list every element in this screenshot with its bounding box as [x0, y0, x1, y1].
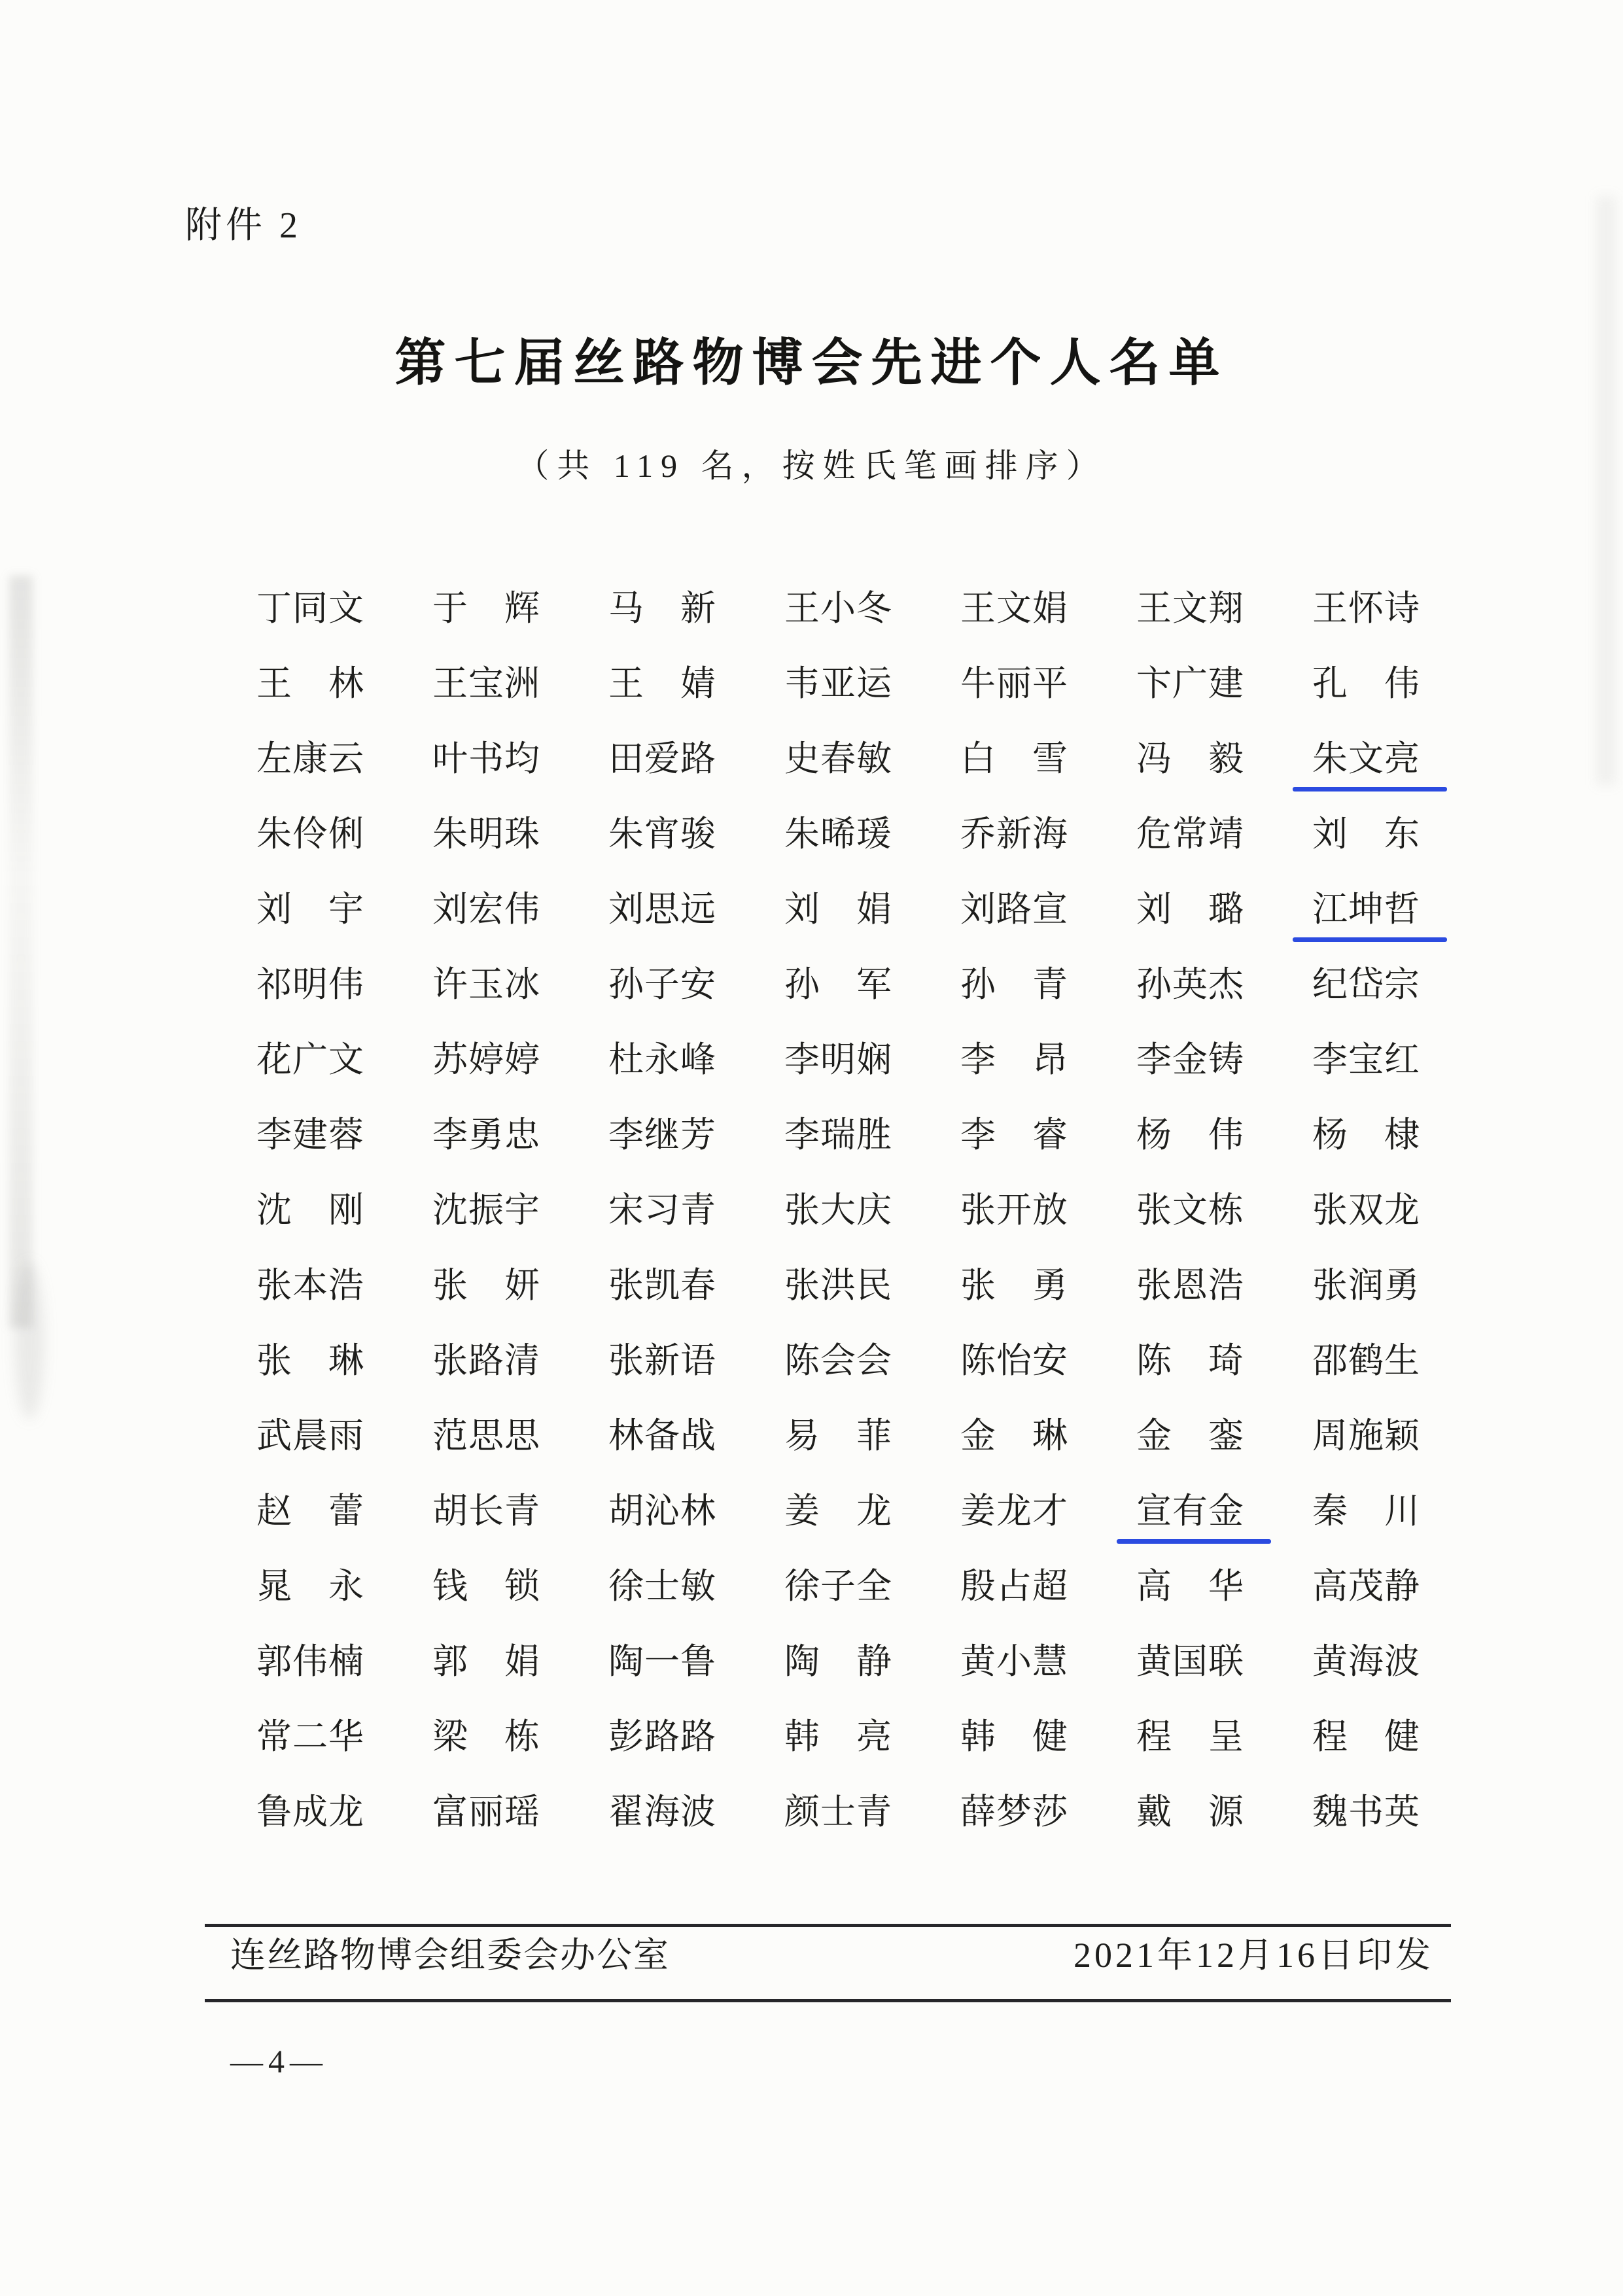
person-name: 姜 龙	[784, 1491, 892, 1531]
person-name: 李 睿	[960, 1115, 1068, 1155]
person-name: 左康云	[256, 739, 364, 778]
person-name: 刘思远	[608, 890, 716, 929]
person-name: 刘 宇	[256, 890, 364, 929]
person-name: 韩 亮	[784, 1717, 892, 1756]
person-name: 李勇忠	[432, 1115, 540, 1155]
person-name: 刘 璐	[1136, 890, 1244, 929]
name-row	[256, 1189, 1420, 1264]
person-name: 张恩浩	[1136, 1266, 1244, 1305]
person-name: 沈 刚	[256, 1191, 364, 1230]
person-name: 张双龙	[1312, 1191, 1420, 1230]
person-name: 王小冬	[784, 589, 892, 628]
person-name: 叶书均	[432, 739, 540, 778]
person-name: 张 琳	[256, 1341, 364, 1380]
person-name: 陶一鲁	[608, 1642, 716, 1681]
person-name: 郭伟楠	[256, 1642, 364, 1681]
person-name: 马 新	[608, 589, 716, 628]
person-name: 张大庆	[784, 1191, 892, 1230]
person-name: 张洪民	[784, 1266, 892, 1305]
person-name: 朱晞瑗	[784, 814, 892, 854]
name-row	[256, 1114, 1420, 1189]
person-name: 黄海波	[1312, 1642, 1420, 1681]
person-name: 鲁成龙	[256, 1792, 364, 1832]
person-name: 梁 栋	[432, 1717, 540, 1756]
person-name: 张本浩	[256, 1266, 364, 1305]
person-name: 卞广建	[1136, 664, 1244, 703]
person-name: 易 菲	[784, 1416, 892, 1455]
person-name: 杨 伟	[1136, 1115, 1244, 1155]
name-row	[256, 587, 1420, 663]
person-name: 王 婧	[608, 664, 716, 703]
footer-bottom-rule	[205, 1999, 1451, 2002]
person-name: 周施颖	[1312, 1416, 1420, 1455]
person-name: 孙英杰	[1136, 965, 1244, 1004]
person-name: 张文栋	[1136, 1191, 1244, 1230]
person-name: 沈振宇	[432, 1191, 540, 1230]
person-name: 祁明伟	[256, 965, 364, 1004]
person-name: 高 华	[1136, 1567, 1244, 1606]
person-name: 徐子全	[784, 1567, 892, 1606]
footer-issuer: 连丝路物博会组委会办公室	[230, 1936, 670, 1975]
person-name: 郭 娟	[432, 1642, 540, 1681]
person-name: 孙子安	[608, 965, 716, 1004]
person-name-underlined: 朱文亮	[1312, 739, 1420, 778]
footer-top-rule	[205, 1924, 1451, 1927]
person-name: 高茂静	[1312, 1567, 1420, 1606]
person-name: 张开放	[960, 1191, 1068, 1230]
person-name: 王怀诗	[1312, 589, 1420, 628]
person-name: 张新语	[608, 1341, 716, 1380]
person-name: 林备战	[608, 1416, 716, 1455]
person-name: 王宝洲	[432, 664, 540, 703]
footer	[230, 1931, 1434, 1979]
scan-smudge	[9, 576, 33, 1328]
person-name: 韩 健	[960, 1717, 1068, 1756]
footer-print-date: 2021年12月16日印发	[1073, 1936, 1434, 1975]
person-name: 孙 军	[784, 965, 892, 1004]
person-name: 丁同文	[256, 589, 364, 628]
person-name: 危常靖	[1136, 814, 1244, 854]
person-name: 富丽瑶	[432, 1792, 540, 1832]
person-name: 花广文	[256, 1040, 364, 1079]
person-name: 刘 东	[1312, 814, 1420, 854]
person-name: 王文翔	[1136, 589, 1244, 628]
name-row	[256, 1791, 1420, 1866]
person-name: 张路清	[432, 1341, 540, 1380]
person-name: 白 雪	[960, 739, 1068, 778]
person-name: 李明娴	[784, 1040, 892, 1079]
name-row	[256, 1641, 1420, 1716]
person-name: 陈 琦	[1136, 1341, 1244, 1380]
name-row	[256, 1340, 1420, 1415]
person-name: 黄国联	[1136, 1642, 1244, 1681]
person-name: 范思思	[432, 1416, 540, 1455]
name-row	[256, 1716, 1420, 1791]
person-name: 刘 娟	[784, 890, 892, 929]
person-name: 王 林	[256, 664, 364, 703]
person-name: 徐士敏	[608, 1567, 716, 1606]
person-name: 赵 蕾	[256, 1491, 364, 1531]
person-name: 刘宏伟	[432, 890, 540, 929]
person-name: 陈会会	[784, 1341, 892, 1380]
person-name: 李 昂	[960, 1040, 1068, 1079]
person-name: 杨 棣	[1312, 1115, 1420, 1155]
person-name: 苏婷婷	[432, 1040, 540, 1079]
person-name: 李金铸	[1136, 1040, 1244, 1079]
person-name: 朱宵骏	[608, 814, 716, 854]
person-name: 韦亚运	[784, 664, 892, 703]
person-name: 姜龙才	[960, 1491, 1068, 1531]
person-name: 胡沁林	[608, 1491, 716, 1531]
person-name: 于 辉	[432, 589, 540, 628]
person-name: 翟海波	[608, 1792, 716, 1832]
person-name: 晁 永	[256, 1567, 364, 1606]
name-row	[256, 1490, 1420, 1565]
person-name: 孔 伟	[1312, 664, 1420, 703]
person-name: 金 琳	[960, 1416, 1068, 1455]
person-name: 李建蓉	[256, 1115, 364, 1155]
person-name: 纪岱宗	[1312, 965, 1420, 1004]
name-row	[256, 663, 1420, 738]
person-name: 张凯春	[608, 1266, 716, 1305]
name-list-grid	[256, 587, 1420, 1866]
person-name: 张 勇	[960, 1266, 1068, 1305]
person-name: 孙 青	[960, 965, 1068, 1004]
person-name: 程 健	[1312, 1717, 1420, 1756]
name-row	[256, 813, 1420, 888]
person-name: 李瑞胜	[784, 1115, 892, 1155]
person-name: 殷占超	[960, 1567, 1068, 1606]
person-name: 常二华	[256, 1717, 364, 1756]
person-name: 魏书英	[1312, 1792, 1420, 1832]
name-row	[256, 1264, 1420, 1340]
name-row	[256, 1039, 1420, 1114]
person-name: 宋习青	[608, 1191, 716, 1230]
attachment-label: 附件 2	[185, 205, 302, 246]
person-name: 李宝红	[1312, 1040, 1420, 1079]
person-name-underlined: 宣有金	[1136, 1491, 1244, 1531]
name-row	[256, 888, 1420, 964]
person-name: 王文娟	[960, 589, 1068, 628]
person-name: 乔新海	[960, 814, 1068, 854]
person-name: 张润勇	[1312, 1266, 1420, 1305]
scan-smudge	[1596, 196, 1616, 785]
person-name: 钱 锁	[432, 1567, 540, 1606]
page-subtitle: （共 119 名，按姓氏笔画排序）	[516, 447, 1107, 484]
person-name: 陶 静	[784, 1642, 892, 1681]
person-name: 程 呈	[1136, 1717, 1244, 1756]
name-row	[256, 738, 1420, 813]
person-name: 薛梦莎	[960, 1792, 1068, 1832]
person-name: 张 妍	[432, 1266, 540, 1305]
name-row	[256, 1415, 1420, 1490]
person-name: 戴 源	[1136, 1792, 1244, 1832]
person-name: 杜永峰	[608, 1040, 716, 1079]
person-name: 秦 川	[1312, 1491, 1420, 1531]
person-name: 田爱路	[608, 739, 716, 778]
person-name: 黄小慧	[960, 1642, 1068, 1681]
person-name: 颜士青	[784, 1792, 892, 1832]
name-row	[256, 964, 1420, 1039]
person-name-underlined: 江坤哲	[1312, 890, 1420, 929]
person-name: 胡长青	[432, 1491, 540, 1531]
person-name: 邵鹤生	[1312, 1341, 1420, 1380]
page-title: 第七届丝路物博会先进个人名单	[394, 334, 1229, 391]
scan-smudge	[14, 1262, 44, 1419]
person-name: 朱伶俐	[256, 814, 364, 854]
person-name: 朱明珠	[432, 814, 540, 854]
person-name: 许玉冰	[432, 965, 540, 1004]
person-name: 陈怡安	[960, 1341, 1068, 1380]
person-name: 李继芳	[608, 1115, 716, 1155]
person-name: 刘路宣	[960, 890, 1068, 929]
person-name: 彭路路	[608, 1717, 716, 1756]
page-number: —4—	[230, 2043, 328, 2079]
person-name: 武晨雨	[256, 1416, 364, 1455]
person-name: 史春敏	[784, 739, 892, 778]
person-name: 牛丽平	[960, 664, 1068, 703]
name-row	[256, 1565, 1420, 1641]
person-name: 金 銮	[1136, 1416, 1244, 1455]
person-name: 冯 毅	[1136, 739, 1244, 778]
